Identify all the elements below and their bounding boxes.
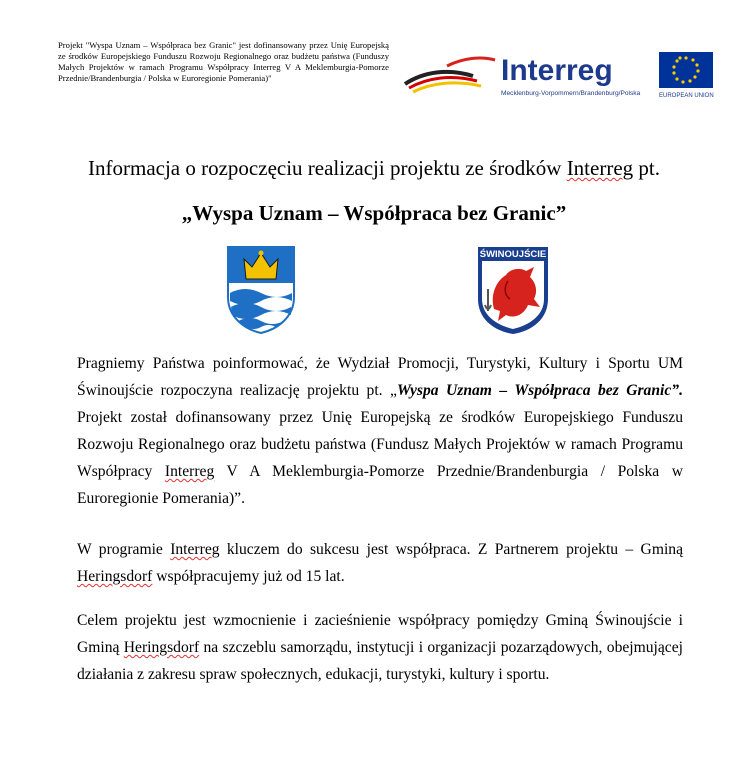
interreg-wordmark: Interreg [501, 54, 613, 87]
crest-label: ŚWINOUJŚCIE [479, 249, 547, 260]
paragraph-goal: Celem projektu jest wzmocnienie i zacieśnienie współpracy pomiędzy Gminą Świnoujście i Gminą Heringsdorf na szczeblu samorządu, instytucji i organizacji pozarządowych, obejmującej działania z zakresu spraw społecznych, edukacji, turystyki, kultury i sportu. [77, 612, 683, 683]
interreg-subtitle: Mecklenburg-Vorpommern/Brandenburg/Polska [501, 90, 641, 97]
funding-note: Projekt "Wyspa Uznam – Współpraca bez Granic" jest dofinansowany przez Unię Europejską ze środków Europejskiego Funduszu Rozwoju Regionalnego oraz budżetu państwa (Funduszy Małych Projektów w ramach Programu Współpracy Interreg V A Meklemburgia-Pomorze Przednie/Brandenburgia / Polska w Euroregionie Pomerania)" [58, 40, 389, 83]
eu-label: EUROPEAN UNION [659, 93, 714, 99]
document-title: Informacja o rozpoczęciu realizacji projektu ze środków Interreg pt. [88, 156, 660, 180]
interreg-logo [403, 50, 715, 100]
project-title: „Wyspa Uznam – Współpraca bez Granic” [181, 201, 567, 225]
paragraph-partner: W programie Interreg kluczem do sukcesu jest współpraca. Z Partnerem projektu – Gminą Heringsdorf współpracujemy już od 15 lat. [77, 541, 683, 585]
paragraph-project-start: Pragniemy Państwa poinformować, że Wydział Promocji, Turystyki, Kultury i Sportu UM Świnoujście rozpoczyna realizację projektu pt. „Wyspa Uznam – Współpraca bez Granic”. Projekt został dofinansowany przez Unię Europejską ze środków Europejskiego Funduszu Rozwoju Regionalnego oraz budżetu państwa (Fundusz Małych Projektów w ramach Programu Współpracy Interreg V A Meklemburgia-Pomorze Przednie/Brandenburgia / Polska w Euroregionie Pomerania)”. [77, 355, 683, 507]
swinoujscie-griffin-crest-icon [476, 245, 550, 335]
crown-waves-crest-icon [226, 245, 296, 335]
